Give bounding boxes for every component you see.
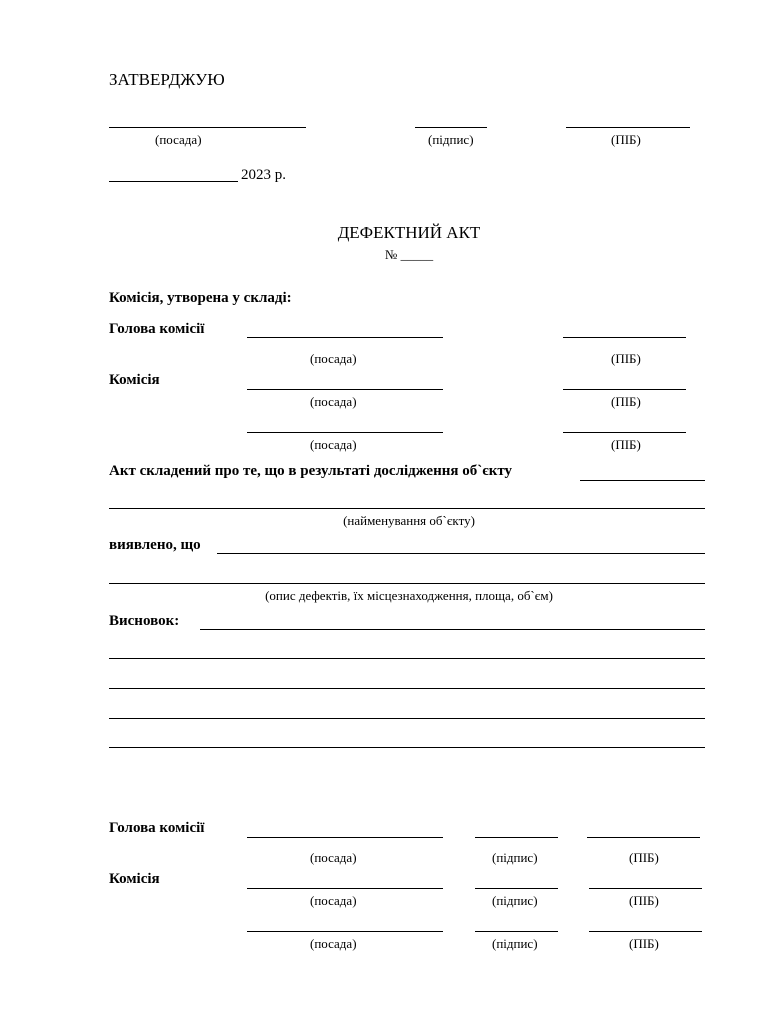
- conclusion-line-3[interactable]: [109, 688, 705, 689]
- approve-date-suffix: 2023 р.: [241, 167, 286, 183]
- sig-member1-signature-line[interactable]: [475, 888, 558, 889]
- sig-chair-position-line[interactable]: [247, 837, 443, 838]
- member1-position-line[interactable]: [247, 389, 443, 390]
- object-caption: (найменування об`єкту): [343, 513, 475, 528]
- signatures-member-label: Комісія: [109, 871, 160, 887]
- conclusion-line-2[interactable]: [109, 658, 705, 659]
- found-line-1[interactable]: [217, 553, 705, 554]
- chair-name-caption: (ПІБ): [611, 351, 641, 366]
- sig-member1-position-caption: (посада): [310, 893, 357, 908]
- sig-chair-name-caption: (ПІБ): [629, 850, 659, 865]
- found-label: виявлено, що: [109, 537, 201, 553]
- sig-chair-name-line[interactable]: [587, 837, 700, 838]
- defects-caption: (опис дефектів, їх місцезнаходження, площа, об`єм): [265, 588, 553, 603]
- chair-position-line[interactable]: [247, 337, 443, 338]
- sig-member1-position-line[interactable]: [247, 888, 443, 889]
- sig-chair-position-caption: (посада): [310, 850, 357, 865]
- commission-intro: Комісія, утворена у складі:: [109, 290, 292, 306]
- sig-chair-signature-line[interactable]: [475, 837, 558, 838]
- found-line-2[interactable]: [109, 583, 705, 584]
- conclusion-line-1[interactable]: [200, 629, 705, 630]
- approve-position-line[interactable]: [109, 127, 306, 128]
- chair-position-caption: (посада): [310, 351, 357, 366]
- sig-member1-signature-caption: (підпис): [492, 893, 538, 908]
- document-title: ДЕФЕКТНИЙ АКТ: [337, 223, 481, 242]
- sig-member2-position-line[interactable]: [247, 931, 443, 932]
- act-statement: Акт складений про те, що в результаті дослідження об`єкту: [109, 463, 513, 479]
- object-line-1[interactable]: [580, 480, 705, 481]
- member1-position-caption: (посада): [310, 394, 357, 409]
- member2-position-line[interactable]: [247, 432, 443, 433]
- approve-date-line[interactable]: [109, 181, 238, 182]
- commission-member-label: Комісія: [109, 372, 160, 388]
- approve-signature-line[interactable]: [415, 127, 487, 128]
- sig-member2-position-caption: (посада): [310, 936, 357, 951]
- commission-chair-label: Голова комісії: [109, 321, 205, 337]
- chair-name-line[interactable]: [563, 337, 686, 338]
- member2-name-line[interactable]: [563, 432, 686, 433]
- sig-member1-name-line[interactable]: [589, 888, 702, 889]
- approve-name-line[interactable]: [566, 127, 690, 128]
- document-number: № _____: [384, 247, 434, 262]
- approve-position-caption: (посада): [155, 132, 202, 147]
- sig-member2-signature-caption: (підпис): [492, 936, 538, 951]
- approve-signature-caption: (підпис): [428, 132, 474, 147]
- conclusion-line-5[interactable]: [109, 747, 705, 748]
- member2-name-caption: (ПІБ): [611, 437, 641, 452]
- sig-member2-name-line[interactable]: [589, 931, 702, 932]
- sig-member2-signature-line[interactable]: [475, 931, 558, 932]
- conclusion-line-4[interactable]: [109, 718, 705, 719]
- approve-heading: ЗАТВЕРДЖУЮ: [109, 70, 225, 89]
- member1-name-line[interactable]: [563, 389, 686, 390]
- conclusion-label: Висновок:: [109, 613, 180, 629]
- approve-name-caption: (ПІБ): [611, 132, 641, 147]
- object-line-2[interactable]: [109, 508, 705, 509]
- sig-chair-signature-caption: (підпис): [492, 850, 538, 865]
- member1-name-caption: (ПІБ): [611, 394, 641, 409]
- signatures-chair-label: Голова комісії: [109, 820, 205, 836]
- sig-member1-name-caption: (ПІБ): [629, 893, 659, 908]
- sig-member2-name-caption: (ПІБ): [629, 936, 659, 951]
- member2-position-caption: (посада): [310, 437, 357, 452]
